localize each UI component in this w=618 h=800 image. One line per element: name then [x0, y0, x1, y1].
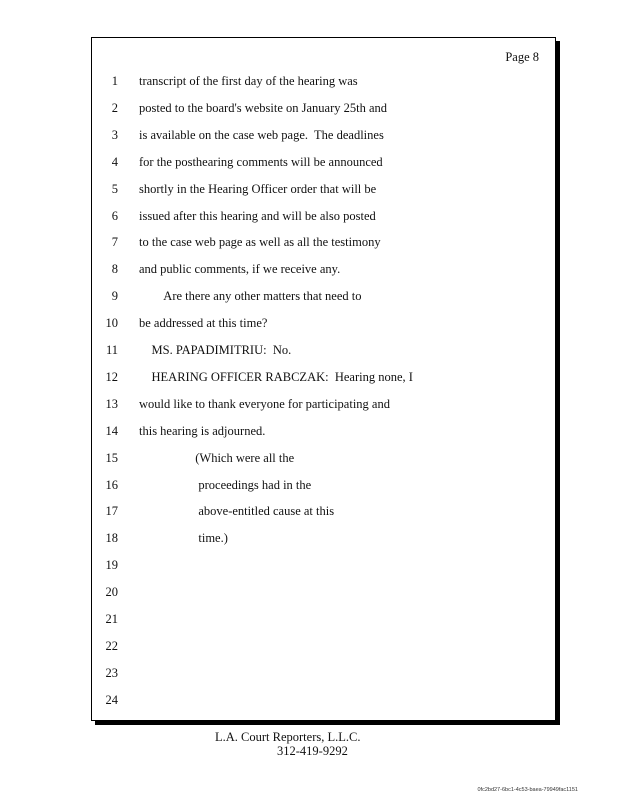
line-number: 9: [111, 289, 118, 304]
line-number: 5: [111, 181, 118, 196]
line-number: 10: [105, 316, 118, 331]
line-text: issued after this hearing and will be also posted: [139, 208, 376, 223]
line-number: 21: [105, 612, 118, 626]
transcript-line: [92, 317, 555, 344]
line-number: 17: [105, 504, 118, 519]
line-number: 14: [105, 423, 118, 438]
transcript-line: [92, 613, 555, 640]
document-id: 0fc2bd27-6bc1-4c53-baea-79949fac1151: [477, 787, 578, 793]
transcript-page: [91, 37, 556, 721]
line-number: 19: [105, 558, 118, 573]
transcript-line: [92, 344, 555, 371]
line-number: 24: [105, 692, 118, 707]
line-text: HEARING OFFICER RABCZAK: Hearing none, I: [139, 369, 413, 384]
transcript-line: [92, 129, 555, 156]
transcript-line: [92, 452, 555, 479]
line-text: be addressed at this time?: [139, 316, 268, 331]
line-text: to the case web page as well as all the testimony: [139, 235, 381, 250]
transcript-line: [92, 371, 555, 398]
line-number: 13: [105, 396, 118, 411]
transcript-line: [92, 559, 555, 586]
transcript-line: [92, 236, 555, 263]
transcript-line: [92, 102, 555, 129]
line-number: 12: [105, 369, 118, 384]
transcript-line: [92, 210, 555, 237]
line-number: 18: [105, 531, 118, 546]
page-number: Page 8: [505, 50, 539, 64]
line-text: is available on the case web page. The deadlines: [139, 127, 384, 142]
transcript-line: [92, 263, 555, 290]
line-text: would like to thank everyone for participating and: [139, 396, 390, 411]
line-number: 7: [111, 235, 118, 250]
transcript-line: [92, 290, 555, 317]
line-number: 6: [111, 208, 118, 223]
line-text: and public comments, if we receive any.: [139, 262, 341, 277]
line-number: 11: [105, 343, 118, 357]
line-text: shortly in the Hearing Officer order that will be: [139, 181, 377, 196]
line-number: 8: [111, 262, 118, 277]
line-text: proceedings had in the: [139, 477, 312, 492]
line-text: this hearing is adjourned.: [139, 423, 266, 438]
line-text: for the posthearing comments will be announced: [139, 154, 383, 169]
transcript-line: [92, 640, 555, 667]
line-number: 20: [105, 585, 118, 600]
line-text: Are there any other matters that need to: [139, 289, 362, 304]
transcript-line: [92, 183, 555, 210]
line-text: (Which were all the: [139, 450, 295, 465]
line-number: 2: [111, 100, 118, 115]
line-number: 16: [105, 477, 118, 492]
transcript-line: [92, 586, 555, 613]
line-number: 22: [105, 638, 118, 653]
line-text: transcript of the first day of the hearing was: [139, 74, 358, 88]
transcript-line: [92, 75, 555, 102]
line-number: 23: [105, 665, 118, 680]
transcript-line: [92, 156, 555, 183]
line-text: time.): [139, 531, 228, 546]
line-number: 3: [111, 127, 118, 142]
line-number: 4: [111, 154, 118, 169]
line-number: 15: [105, 450, 118, 465]
line-text: posted to the board's website on January 25th and: [139, 100, 388, 115]
line-number: 1: [111, 74, 118, 88]
transcript-line: [92, 694, 555, 721]
transcript-line: [92, 479, 555, 506]
transcript-line: [92, 505, 555, 532]
line-text: MS. PAPADIMITRIU: No.: [139, 343, 292, 357]
line-text: above-entitled cause at this: [139, 504, 335, 519]
footer-company: L.A. Court Reporters, L.L.C.: [215, 730, 361, 744]
transcript-line: [92, 398, 555, 425]
transcript-line: [92, 667, 555, 694]
footer-phone: 312-419-9292: [277, 744, 348, 758]
transcript-line: [92, 532, 555, 559]
transcript-line: [92, 425, 555, 452]
